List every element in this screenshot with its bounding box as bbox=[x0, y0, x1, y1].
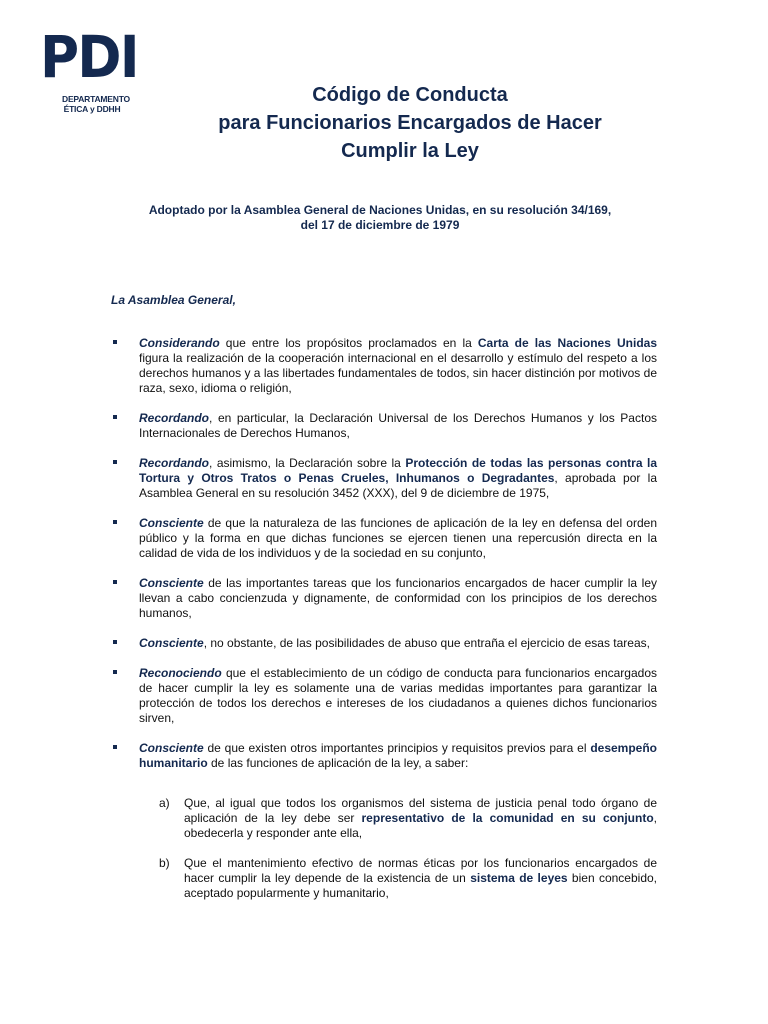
item-lead: Recordando bbox=[139, 411, 210, 425]
item-lead: Considerando bbox=[139, 336, 220, 350]
bullet-icon bbox=[113, 415, 117, 419]
item-text: , en particular, la Declaración Universal de los Derechos Humanos y los Pactos Internacionales de Derechos Humanos, bbox=[139, 411, 657, 440]
title-line1: Código de Conducta bbox=[312, 84, 508, 106]
item-lead: Consciente bbox=[139, 516, 204, 530]
item-text: que entre los propósitos proclamados en la bbox=[219, 336, 478, 350]
item-lead: Recordando bbox=[139, 456, 210, 470]
item-lead: Reconociendo bbox=[139, 666, 222, 680]
bullet-icon bbox=[113, 745, 117, 749]
logo-subtitle-line2: ÉTICA y DDHH bbox=[63, 104, 121, 114]
sub-list-item bbox=[159, 856, 657, 901]
item-lead: Consciente bbox=[139, 576, 204, 590]
item-highlight: desempeño humanitario bbox=[139, 741, 657, 770]
item-text: de que existen otros importantes principios y requisitos previos para el bbox=[203, 741, 591, 755]
item-text: , aprobada por la Asamblea General en su resolución 3452 (XXX), del 9 de diciembre de 1975, bbox=[139, 471, 658, 500]
item-highlight: Carta de las Naciones Unidas bbox=[477, 336, 657, 350]
item-text: , asimismo, la Declaración sobre la bbox=[209, 456, 406, 470]
subtitle-line1: Adoptado por la Asamblea General de Naciones Unidas, en su resolución 34/169, bbox=[148, 203, 612, 217]
sub-item-text-part: Que, al igual que todos los organismos del sistema de justicia penal todo órgano de aplicación de la ley debe ser bbox=[184, 796, 657, 825]
sub-item-highlight: representativo de la comunidad en su conjunto bbox=[361, 811, 654, 825]
document-subtitle bbox=[110, 203, 650, 233]
bullet-icon bbox=[113, 580, 117, 584]
sub-item-highlight: sistema de leyes bbox=[470, 871, 568, 885]
list-item bbox=[111, 576, 657, 621]
sub-list-item bbox=[159, 796, 657, 841]
sub-item-text-part: , obedecerla y responder ante ella, bbox=[184, 811, 657, 840]
title-line2: para Funcionarios Encargados de Hacer bbox=[218, 112, 602, 134]
intro-text: La Asamblea General, bbox=[111, 293, 236, 307]
sub-item-text-part: bien concebido, aceptado popularmente y humanitario, bbox=[184, 871, 657, 900]
list-item bbox=[111, 411, 657, 441]
item-text: que el establecimiento de un código de conducta para funcionarios encargados de hacer cumplir la ley es solamente una de varias medidas importantes para garantizar la protección de todos los derechos e intereses de los ciudadanos a quienes dichos funcionarios sirven, bbox=[139, 666, 657, 725]
item-text: , no obstante, de las posibilidades de abuso que entraña el ejercicio de esas tareas, bbox=[203, 636, 650, 650]
list-item bbox=[111, 741, 657, 771]
subtitle-line2: del 17 de diciembre de 1979 bbox=[300, 218, 460, 232]
sub-item-text-part: Que el mantenimiento efectivo de normas éticas por los funcionarios encargados de hacer cumplir la ley depende de la existencia de un bbox=[184, 856, 657, 885]
list-item bbox=[111, 666, 657, 726]
bullet-icon bbox=[113, 640, 117, 644]
sub-item-label: b) bbox=[159, 856, 170, 870]
pdi-logo bbox=[40, 23, 144, 114]
item-lead: Consciente bbox=[139, 636, 204, 650]
bullet-icon bbox=[113, 670, 117, 674]
list-item bbox=[111, 636, 657, 651]
preamble-list bbox=[111, 336, 657, 771]
item-text: de que la naturaleza de las funciones de aplicación de la ley en defensa del orden público y la forma en que dichas funciones se ejercen tienen una repercusión directa en la calidad de vida de los individuos y de la sociedad en su conjunto, bbox=[139, 516, 657, 560]
document-title bbox=[140, 81, 680, 165]
bullet-icon bbox=[113, 460, 117, 464]
item-text: de las importantes tareas que los funcionarios encargados de hacer cumplir la ley llevan a cabo concienzuda y dignamente, de conformidad con los principios de los derechos humanos, bbox=[139, 576, 657, 620]
item-text: figura la realización de la cooperación internacional en el desarrollo y estímulo del respeto a los derechos humanos y a las libertades fundamentales de todos, sin hacer distinción por motivos de raza, sexo, idioma o religión, bbox=[139, 351, 657, 395]
item-text: de las funciones de aplicación de la ley, a saber: bbox=[207, 756, 469, 770]
item-highlight: Protección de todas las personas contra la Tortura y Otros Tratos o Penas Crueles, Inhumanos o Degradantes bbox=[139, 456, 658, 485]
logo-mark: PDI bbox=[40, 23, 138, 91]
sub-item-label: a) bbox=[159, 796, 170, 810]
logo-subtitle-line1: DEPARTAMENTO bbox=[62, 94, 130, 104]
title-line3: Cumplir la Ley bbox=[341, 140, 479, 162]
sub-item-text bbox=[159, 856, 657, 901]
list-item bbox=[111, 516, 657, 561]
logo-subtitle bbox=[62, 94, 130, 114]
bullet-icon bbox=[113, 340, 117, 344]
sub-item-text bbox=[159, 796, 657, 841]
list-item bbox=[111, 456, 657, 501]
bullet-icon bbox=[113, 520, 117, 524]
item-lead: Consciente bbox=[139, 741, 204, 755]
list-item bbox=[111, 336, 657, 396]
